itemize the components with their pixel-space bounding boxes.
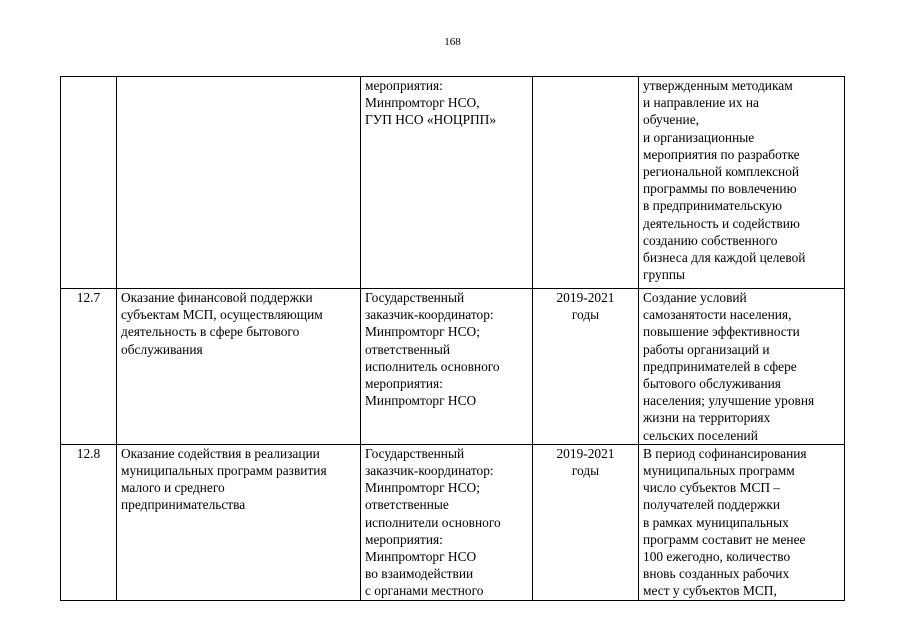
- result-line: программы по вовлечению: [643, 181, 797, 197]
- measure-name-line: предпринимательства: [121, 497, 246, 513]
- result-line: бизнеса для каждой целевой: [643, 250, 806, 266]
- result-line: муниципальных программ: [643, 463, 795, 479]
- result-line: региональной комплексной: [643, 164, 800, 180]
- table-row: [61, 77, 845, 289]
- result-line: сельских поселений: [643, 427, 758, 443]
- result-line: бытового обслуживания: [643, 376, 781, 392]
- measure-name-cell: [117, 77, 361, 289]
- result-line: повышение эффективности: [643, 324, 800, 340]
- row-number-cell: [61, 77, 117, 289]
- row-number-cell: 12.7: [61, 289, 117, 445]
- measure-name-line: Оказание содействия в реализации: [121, 445, 320, 461]
- table-row: [61, 289, 845, 445]
- result-line: 100 ежегодно, количество: [643, 549, 791, 565]
- table-row: [61, 444, 845, 600]
- result-cell: [639, 444, 845, 600]
- term-cell: [533, 444, 639, 600]
- executor-line: ответственный: [365, 341, 451, 357]
- executor-line: Минпромторг НСО;: [365, 480, 480, 496]
- term-line: 2019-2021: [556, 290, 615, 305]
- result-line: вновь созданных рабочих: [643, 566, 790, 582]
- executor-line: Минпромторг НСО: [365, 549, 477, 565]
- term-cell: [533, 289, 639, 445]
- term-cell: [533, 77, 639, 289]
- result-line: обучение,: [643, 112, 699, 128]
- result-line: населения; улучшение уровня: [643, 393, 815, 409]
- result-line: утвержденным методикам: [643, 78, 793, 93]
- result-line: деятельность и содействию: [643, 215, 800, 231]
- measure-name-line: муниципальных программ развития: [121, 463, 327, 479]
- measure-name-line: обслуживания: [121, 341, 203, 357]
- executor-line: мероприятия:: [365, 376, 443, 392]
- result-line: самозанятости населения,: [643, 307, 792, 323]
- executor-line: исполнитель основного: [365, 358, 500, 374]
- executor-line: исполнители основного: [365, 514, 501, 530]
- executor-line: Минпромторг НСО,: [365, 95, 480, 111]
- result-line: получателей поддержки: [643, 497, 780, 513]
- result-line: работы организаций и: [643, 341, 770, 357]
- result-line: жизни на территориях: [643, 410, 771, 426]
- executor-line: мероприятия:: [365, 531, 443, 547]
- page-number: 168: [444, 36, 461, 48]
- executor-line: Минпромторг НСО;: [365, 324, 480, 340]
- result-cell: [639, 289, 845, 445]
- row-number-cell: 12.8: [61, 444, 117, 600]
- measures-table: [60, 76, 845, 601]
- result-line: в рамках муниципальных: [643, 514, 789, 530]
- table-body: [61, 77, 845, 601]
- executor-line: заказчик-координатор:: [365, 463, 494, 479]
- executor-line: Минпромторг НСО: [365, 393, 477, 409]
- term-line: годы: [571, 307, 600, 323]
- executor-line: заказчик-координатор:: [365, 307, 494, 323]
- executor-line: ГУП НСО «НОЦРПП»: [365, 112, 497, 128]
- executor-cell: [361, 77, 533, 289]
- executor-line: ответственные: [365, 497, 449, 513]
- result-line: Создание условий: [643, 290, 747, 305]
- measure-name-line: субъектам МСП, осуществляющим: [121, 307, 323, 323]
- result-line: мест у субъектов МСП,: [643, 583, 777, 599]
- executor-cell: [361, 289, 533, 445]
- result-line: предпринимателей в сфере: [643, 358, 797, 374]
- result-line: и направление их на: [643, 95, 759, 111]
- result-line: и организационные: [643, 129, 755, 145]
- executor-line: Государственный: [365, 290, 465, 305]
- term-line: 2019-2021: [556, 445, 615, 461]
- result-line: созданию собственного: [643, 232, 778, 248]
- measure-name-line: Оказание финансовой поддержки: [121, 290, 313, 305]
- result-line: группы: [643, 267, 686, 283]
- measure-name-cell: [117, 289, 361, 445]
- executor-line: мероприятия:: [365, 78, 443, 93]
- measure-name-line: деятельность в сфере бытового: [121, 324, 300, 340]
- executor-line: во взаимодействии: [365, 566, 474, 582]
- term-line: годы: [571, 463, 600, 479]
- executor-line: с органами местного: [365, 583, 484, 599]
- result-line: мероприятия по разработке: [643, 146, 800, 162]
- executor-cell: [361, 444, 533, 600]
- result-cell: [639, 77, 845, 289]
- measure-name-line: малого и среднего: [121, 480, 225, 496]
- executor-line: Государственный: [365, 445, 465, 461]
- result-line: в предпринимательскую: [643, 198, 782, 214]
- result-line: В период софинансирования: [643, 445, 807, 461]
- result-line: программ составит не менее: [643, 531, 806, 547]
- measure-name-cell: [117, 444, 361, 600]
- result-line: число субъектов МСП –: [643, 480, 781, 496]
